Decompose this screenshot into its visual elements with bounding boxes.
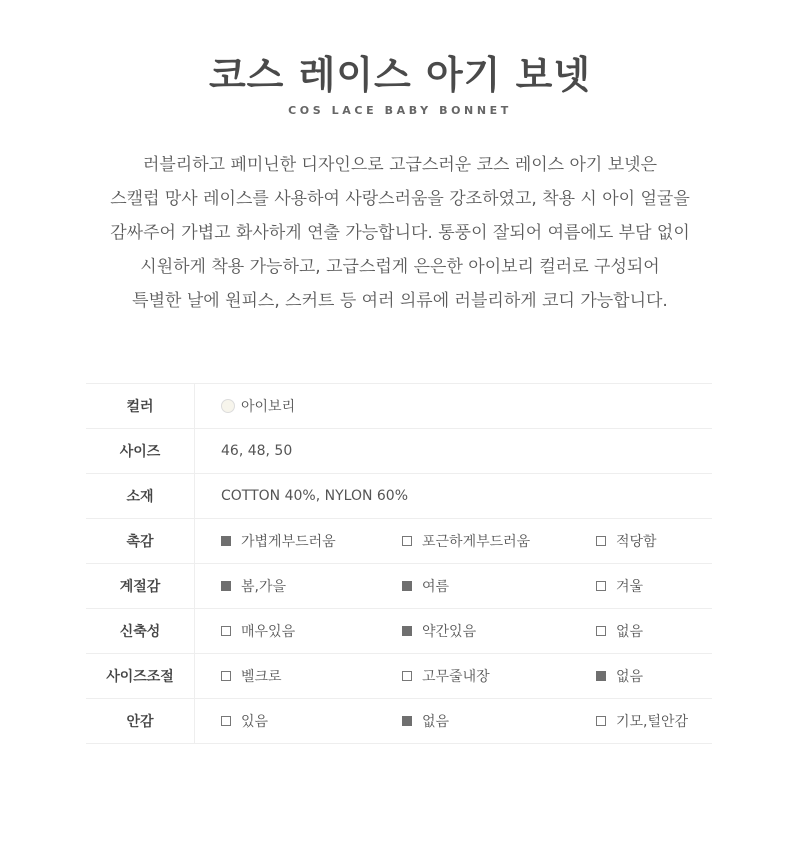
- spec-value: [195, 654, 712, 698]
- option: [402, 621, 596, 641]
- spec-value: [195, 699, 712, 743]
- spec-label: 촉감: [86, 519, 195, 563]
- product-subtitle: COS LACE BABY BONNET: [288, 104, 512, 117]
- option: [221, 711, 402, 731]
- spec-label: 컬러: [86, 384, 195, 428]
- spec-value: [195, 564, 712, 608]
- option-group: [221, 699, 712, 743]
- spec-row-texture: [86, 519, 712, 564]
- option: [596, 711, 688, 731]
- spec-label: 안감: [86, 699, 195, 743]
- option-label: 벨크로: [241, 669, 282, 685]
- checkbox-icon: [596, 536, 606, 546]
- option: [221, 666, 402, 686]
- spec-row-elasticity: [86, 609, 712, 654]
- option-label: 없음: [422, 714, 450, 730]
- checkbox-icon: [402, 671, 412, 681]
- spec-value: [195, 609, 712, 653]
- spec-label: 신축성: [86, 609, 195, 653]
- option: [402, 576, 596, 596]
- checkbox-icon: [402, 626, 412, 636]
- checkbox-icon: [402, 716, 412, 726]
- checkbox-icon: [596, 581, 606, 591]
- option: [221, 576, 402, 596]
- product-title: 코스 레이스 아기 보넷: [208, 53, 592, 97]
- checkbox-icon: [596, 626, 606, 636]
- option-label: 없음: [616, 669, 644, 685]
- option: [596, 531, 657, 551]
- option-label: 가볍게부드러움: [241, 534, 336, 550]
- spec-row-season: [86, 564, 712, 609]
- option-label: 포근하게부드러움: [422, 534, 531, 550]
- description-line: 감싸주어 가볍고 화사하게 연출 가능합니다. 통풍이 잘되어 여름에도 부담 없이: [110, 223, 690, 243]
- checkbox-icon: [402, 536, 412, 546]
- color-swatch-icon: [221, 399, 235, 413]
- spec-row-size-adjust: [86, 654, 712, 699]
- checkbox-icon: [221, 581, 231, 591]
- checkbox-icon: [402, 581, 412, 591]
- spec-row-material: [86, 474, 712, 519]
- description-line: 시원하게 착용 가능하고, 고급스럽게 은은한 아이보리 컬러로 구성되어: [140, 257, 660, 277]
- checkbox-icon: [221, 716, 231, 726]
- option-group: [221, 654, 712, 698]
- option-label: 봄,가을: [241, 579, 287, 595]
- product-description: [60, 148, 740, 318]
- spec-row-color: [86, 384, 712, 429]
- option-group: [221, 609, 712, 653]
- spec-table: [86, 383, 712, 744]
- option: [402, 531, 596, 551]
- option-label: 약간있음: [422, 624, 477, 640]
- option-label: 기모,털안감: [616, 714, 689, 730]
- option-label: 없음: [616, 624, 644, 640]
- checkbox-icon: [596, 671, 606, 681]
- checkbox-icon: [221, 536, 231, 546]
- description-line: 특별한 날에 원피스, 스커트 등 여러 의류에 러블리하게 코디 가능합니다.: [132, 291, 668, 311]
- option-label: 겨울: [616, 579, 644, 595]
- spec-label: 소재: [86, 474, 195, 518]
- checkbox-icon: [596, 716, 606, 726]
- option-label: 적당함: [616, 534, 657, 550]
- option: [402, 666, 596, 686]
- option: [221, 531, 402, 551]
- option-group: [221, 564, 712, 608]
- option: [221, 621, 402, 641]
- spec-label: 사이즈: [86, 429, 195, 473]
- option-group: [221, 519, 712, 563]
- spec-value: COTTON 40%, NYLON 60%: [221, 488, 408, 504]
- spec-label: 사이즈조절: [86, 654, 195, 698]
- spec-value: [195, 519, 712, 563]
- option: [402, 711, 596, 731]
- spec-row-lining: [86, 699, 712, 744]
- option-label: 고무줄내장: [422, 669, 490, 685]
- option: [596, 666, 643, 686]
- option-label: 있음: [241, 714, 269, 730]
- option: [596, 621, 643, 641]
- spec-value: 46, 48, 50: [221, 443, 293, 459]
- checkbox-icon: [221, 626, 231, 636]
- option-label: 여름: [422, 579, 450, 595]
- color-name: 아이보리: [241, 399, 296, 415]
- checkbox-icon: [221, 671, 231, 681]
- option: [596, 576, 643, 596]
- description-line: 스캘럽 망사 레이스를 사용하여 사랑스러움을 강조하였고, 착용 시 아이 얼굴을: [110, 189, 690, 209]
- spec-value: [195, 384, 712, 428]
- option-label: 매우있음: [241, 624, 296, 640]
- spec-row-size: [86, 429, 712, 474]
- spec-label: 계절감: [86, 564, 195, 608]
- description-line: 러블리하고 페미닌한 디자인으로 고급스러운 코스 레이스 아기 보넷은: [142, 155, 658, 175]
